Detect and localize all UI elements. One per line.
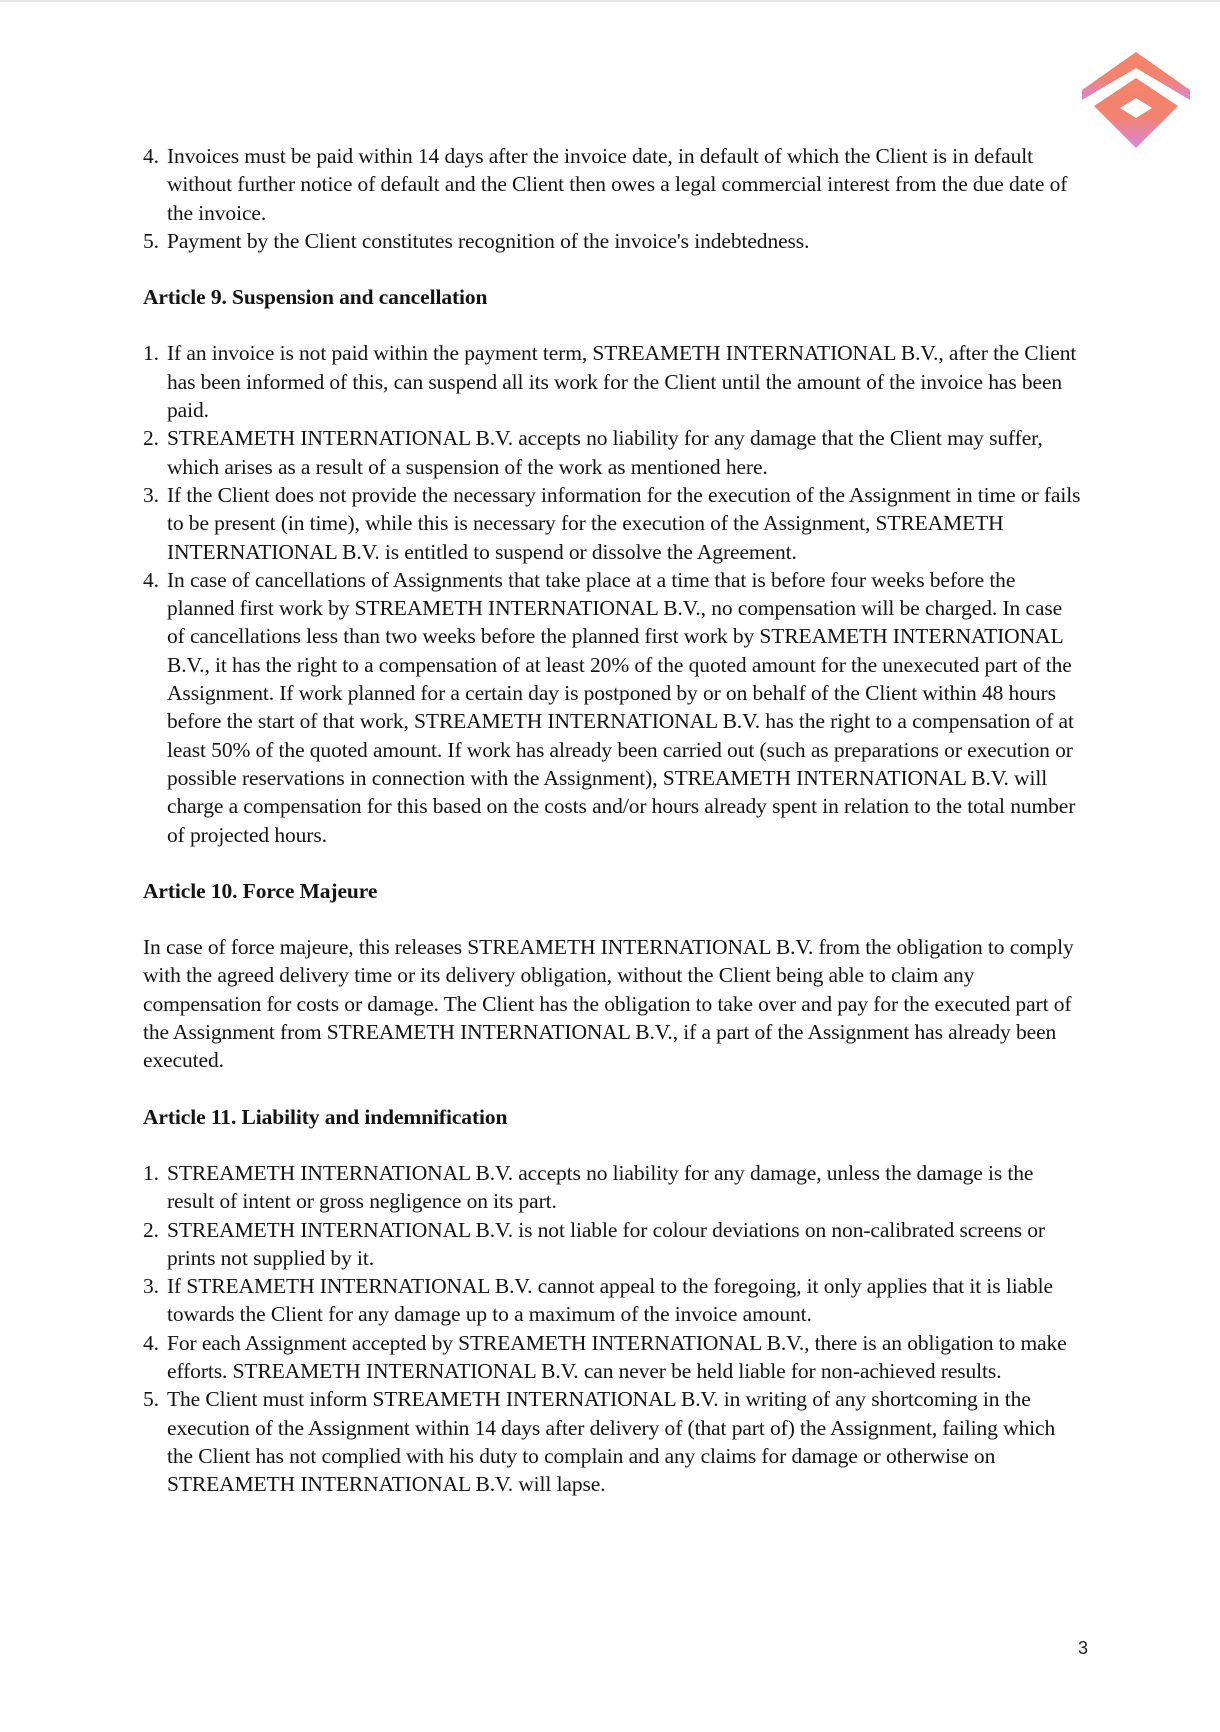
list-item: 4. In case of cancellations of Assignments that take place at a time that is before four weeks before the planned first work by STREAMETH INTERNATIONAL B.V., no compensation will be charged. In case of cancellations less than two weeks before the planned first work by STREAMETH INTERNATIONAL B.V., it has the right to a compensation of at least 20% of the quoted amount for the unexecuted part of the Assignment. If work planned for a certain day is postponed by or on behalf of the Client within 48 hours before the start of that work, STREAMETH INTERNATIONAL B.V. has the right to a compensation of at least 50% of the quoted amount. If work has already been carried out (such as preparations or execution or possible reservations in connection with the Assignment), STREAMETH INTERNATIONAL B.V. will charge a compensation for this based on the costs and/or hours already spent in relation to the total number of projected hours. xyxy=(143,567,1076,847)
page-number: 3 xyxy=(1077,1638,1088,1658)
list-item: 3. If the Client does not provide the necessary information for the execution of the Assignment in time or fails to be present (in time), while this is necessary for the execution of the Assignment, STREAMETH INTERNATIONAL B.V. is entitled to suspend or dissolve the Agreement. xyxy=(143,482,1081,564)
list-item: 5. The Client must inform STREAMETH INTERNATIONAL B.V. in writing of any shortcoming in the execution of the Assignment within 14 days after delivery of (that part of) the Assignment, failing which the Client has not complied with his duty to complain and any claims for damage or otherwise on STREAMETH INTERNATIONAL B.V. will lapse. xyxy=(143,1387,1056,1497)
document-body xyxy=(143,142,1083,1498)
payment-list xyxy=(143,142,1083,255)
article-10-heading: Article 10. Force Majeure xyxy=(143,878,378,903)
list-item: 4. For each Assignment accepted by STREAMETH INTERNATIONAL B.V., there is an obligation to make efforts. STREAMETH INTERNATIONAL B.V. can never be held liable for non-achieved results. xyxy=(143,1330,1067,1383)
page-top-border xyxy=(0,0,1220,2)
list-item: 4. Invoices must be paid within 14 days after the invoice date, in default of which the Client is in default without further notice of default and the Client then owes a legal commercial interest from the due date of the invoice. xyxy=(143,144,1068,225)
article-10-paragraph: In case of force majeure, this releases STREAMETH INTERNATIONAL B.V. from the obligation to comply with the agreed delivery time or its delivery obligation, without the Client being able to claim any compensation for costs or damage. The Client has the obligation to take over and pay for the executed part of the Assignment from STREAMETH INTERNATIONAL B.V., if a part of the Assignment has already been executed. xyxy=(143,935,1074,1073)
list-item: 2. STREAMETH INTERNATIONAL B.V. accepts no liability for any damage that the Client may suffer, which arises as a result of a suspension of the work as mentioned here. xyxy=(143,426,1043,479)
article-9-list xyxy=(143,339,1083,848)
streameth-logo-icon xyxy=(1080,50,1192,150)
list-item: 1. If an invoice is not paid within the payment term, STREAMETH INTERNATIONAL B.V., after the Client has been informed of this, can suspend all its work for the Client until the amount of the invoice has been paid. xyxy=(143,341,1077,423)
article-11-heading: Article 11. Liability and indemnification xyxy=(143,1104,508,1129)
list-item: 2. STREAMETH INTERNATIONAL B.V. is not liable for colour deviations on non-calibrated screens or prints not supplied by it. xyxy=(143,1217,1045,1270)
article-11-list xyxy=(143,1159,1083,1499)
list-item: 5. Payment by the Client constitutes recognition of the invoice's indebtedness. xyxy=(143,228,810,253)
list-item: 1. STREAMETH INTERNATIONAL B.V. accepts no liability for any damage, unless the damage is the result of intent or gross negligence on its part. xyxy=(143,1160,1034,1214)
list-item: 3. If STREAMETH INTERNATIONAL B.V. cannot appeal to the foregoing, it only applies that it is liable towards the Client for any damage up to a maximum of the invoice amount. xyxy=(143,1274,1053,1327)
article-9-heading: Article 9. Suspension and cancellation xyxy=(143,285,488,310)
